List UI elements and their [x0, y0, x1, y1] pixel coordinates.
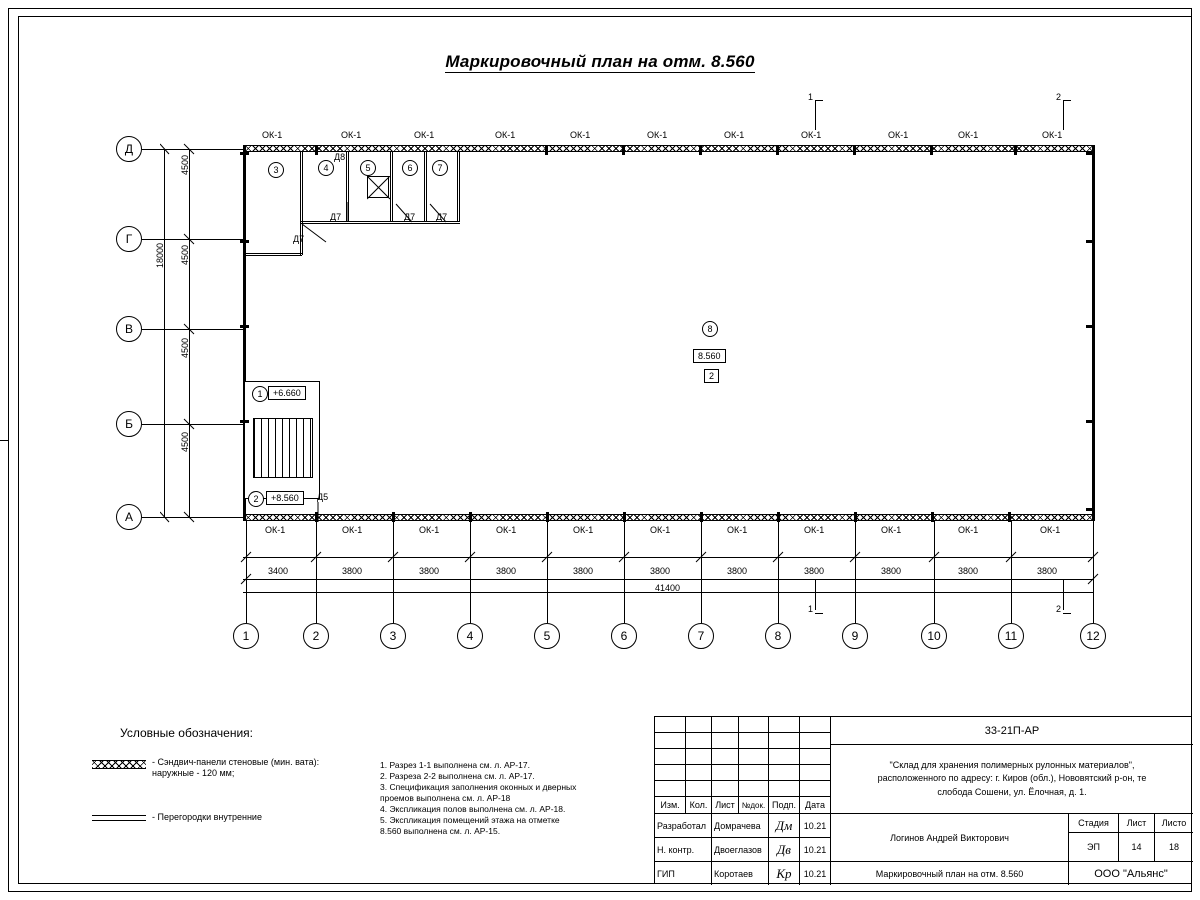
- revision-cell-r1c4: [739, 717, 769, 733]
- stamp-sheets-header: Листо: [1155, 814, 1193, 833]
- stamp-role-3: ГИП: [655, 862, 712, 885]
- dim-ticks-horizontal: [235, 550, 1105, 596]
- revision-cell-r4c4: [739, 765, 769, 781]
- stamp-sheets: 18: [1155, 833, 1193, 862]
- door-symbol-1: [300, 222, 340, 252]
- revision-cell-r3c4: [739, 749, 769, 765]
- stamp-drawing-name: Маркировочный план на отм. 8.560: [831, 862, 1069, 885]
- section-arrow-1-top: [815, 100, 823, 101]
- revision-cell-r4c3: [712, 765, 739, 781]
- note-5: 4. Экспликация полов выполнена см. л. АР-18.: [380, 804, 566, 815]
- revision-cell-r3c5: [769, 749, 800, 765]
- window-label-top-11: ОК-1: [1042, 130, 1063, 140]
- stamp-col-header-data: Дата: [800, 797, 831, 814]
- revision-cell-r4c2: [686, 765, 712, 781]
- dim-horizontal-8: 3800: [804, 566, 825, 576]
- column-top-4: [699, 146, 702, 155]
- window-label-bottom-2: ОК-1: [342, 525, 363, 535]
- partition-v5: [457, 152, 458, 222]
- room-marker-2: 2: [248, 491, 264, 507]
- dim-vertical-1: 4500: [180, 154, 190, 175]
- dim-horizontal-7: 3800: [727, 566, 748, 576]
- window-label-top-4: ОК-1: [495, 130, 516, 140]
- window-label-bottom-4: ОК-1: [496, 525, 517, 535]
- note-1: 1. Разрез 1-1 выполнена см. л. АР-17.: [380, 760, 530, 770]
- column-left-3: [240, 325, 249, 328]
- axis-label-3: 3: [380, 623, 406, 649]
- stamp-object-line1: "Склад для хранения полимерных рулонных материалов",: [889, 760, 1135, 771]
- revision-cell-r3c3: [712, 749, 739, 765]
- axis-label-d: Д: [116, 136, 142, 162]
- section-arrow-2-bottom: [1063, 613, 1071, 614]
- column-right-5: [1086, 508, 1095, 511]
- axis-label-10: 10: [921, 623, 947, 649]
- column-top-2: [545, 146, 548, 155]
- axis-label-a: А: [116, 504, 142, 530]
- door-label-d5: Д5: [317, 492, 329, 502]
- axis-label-11: 11: [998, 623, 1024, 649]
- axis-label-g: Г: [116, 226, 142, 252]
- axis-label-5: 5: [534, 623, 560, 649]
- window-label-top-6: ОК-1: [647, 130, 668, 140]
- column-top-8: [1014, 146, 1017, 155]
- door-label-d7-4: Д7: [436, 212, 448, 222]
- window-label-bottom-7: ОК-1: [727, 525, 748, 535]
- revision-cell-r2c5: [769, 733, 800, 749]
- room-marker-7: 7: [432, 160, 448, 176]
- stamp-sheet: 14: [1119, 833, 1155, 862]
- stamp-name-1: Домрачева: [712, 814, 769, 838]
- dim-vertical-2: 4500: [180, 244, 190, 265]
- stamp-author: Логинов Андрей Викторович: [831, 814, 1069, 862]
- section-line-1-top: [815, 100, 816, 130]
- window-label-top-10: ОК-1: [958, 130, 979, 140]
- elevation-8560: +8.560: [266, 491, 304, 505]
- stamp-date-2: 10.21: [800, 838, 831, 862]
- section-mark-2-top: 2: [1056, 92, 1062, 102]
- room-marker-1: 1: [252, 386, 268, 402]
- title-block: [654, 716, 1192, 884]
- stamp-col-header-ndok: №док.: [739, 797, 769, 814]
- revision-cell-r5c3: [712, 781, 739, 797]
- axis-label-b: Б: [116, 411, 142, 437]
- window-label-top-9: ОК-1: [888, 130, 909, 140]
- revision-cell-r5c1: [655, 781, 686, 797]
- dim-ticks-vertical: [160, 140, 200, 530]
- elevation-room8-floor: 2: [704, 369, 719, 383]
- dim-horizontal-4: 3800: [496, 566, 517, 576]
- dim-horizontal-2: 3800: [342, 566, 363, 576]
- elevation-room8: 8.560: [693, 349, 726, 363]
- revision-cell-r1c2: [686, 717, 712, 733]
- legend-item-1-line2: наружные - 120 мм;: [152, 768, 235, 778]
- revision-cell-r4c1: [655, 765, 686, 781]
- axis-label-9: 9: [842, 623, 868, 649]
- legend-line-sample-1: [92, 815, 146, 816]
- lift-shaft-cross-icon: [367, 176, 391, 200]
- window-label-bottom-6: ОК-1: [650, 525, 671, 535]
- stamp-role-1: Разработал: [655, 814, 712, 838]
- axis-label-8: 8: [765, 623, 791, 649]
- stamp-col-header-kol: Кол.: [686, 797, 712, 814]
- door-label-d7-1: Д7: [330, 212, 342, 222]
- note-3: 3. Спецификация заполнения оконных и дверных: [380, 782, 577, 793]
- window-label-top-7: ОК-1: [724, 130, 745, 140]
- partition-h2: [244, 253, 302, 254]
- stamp-company: ООО "Альянс": [1094, 867, 1168, 880]
- column-left-2: [240, 240, 249, 243]
- legend-line-sample-2: [92, 820, 146, 821]
- door-symbol-2: [346, 200, 376, 230]
- window-label-top-3: ОК-1: [414, 130, 435, 140]
- partition-v4: [424, 152, 425, 222]
- section-arrow-1-bottom: [815, 613, 823, 614]
- dim-vertical-3: 4500: [180, 337, 190, 358]
- stamp-sign-1: Дм: [769, 814, 800, 838]
- column-top-7: [930, 146, 933, 155]
- page-title: [0, 52, 1200, 72]
- page-title-text: Маркировочный план на отм. 8.560: [445, 52, 755, 71]
- revision-cell-r2c3: [712, 733, 739, 749]
- revision-cell-r2c4: [739, 733, 769, 749]
- stamp-date-1: 10.21: [800, 814, 831, 838]
- exterior-wall-top: [243, 145, 1095, 152]
- axis-label-7: 7: [688, 623, 714, 649]
- door-symbol-5: [312, 502, 332, 524]
- note-2: 2. Разреза 2-2 выполнена см. л. АР-17.: [380, 771, 535, 782]
- dim-horizontal-5: 3800: [573, 566, 594, 576]
- exterior-wall-bottom: [243, 514, 1095, 521]
- column-left-1: [240, 152, 249, 155]
- partition-v5b: [459, 152, 460, 222]
- column-top-1: [315, 146, 318, 155]
- revision-cell-r5c4: [739, 781, 769, 797]
- stamp-sheet-header: Лист: [1119, 814, 1155, 833]
- axis-label-4: 4: [457, 623, 483, 649]
- stamp-object-line2: расположенного по адресу: г. Киров (обл.), Нововятский р-он, те: [877, 773, 1147, 784]
- stamp-sign-3: Кр: [769, 862, 800, 885]
- room-marker-6: 6: [402, 160, 418, 176]
- window-label-bottom-9: ОК-1: [881, 525, 902, 535]
- legend-hatch-sample: [92, 760, 146, 769]
- section-mark-2-bottom: 2: [1056, 604, 1062, 614]
- window-label-top-2: ОК-1: [341, 130, 362, 140]
- stamp-name-2: Двоеглазов: [712, 838, 769, 862]
- column-right-1: [1086, 152, 1095, 155]
- stamp-object: [831, 745, 1193, 814]
- column-top-6: [853, 146, 856, 155]
- window-label-top-1: ОК-1: [262, 130, 283, 140]
- section-arrow-2-top: [1063, 100, 1071, 101]
- column-right-2: [1086, 240, 1095, 243]
- note-7: 8.560 выполнена см. л. АР-15.: [380, 826, 501, 837]
- axis-label-12: 12: [1080, 623, 1106, 649]
- legend-item-2-line1: - Перегородки внутренние: [152, 812, 262, 822]
- exterior-wall-right: [1092, 145, 1095, 521]
- partition-h2b: [244, 255, 302, 256]
- axis-label-1: 1: [233, 623, 259, 649]
- section-mark-1-bottom: 1: [808, 604, 814, 614]
- stamp-date-3: 10.21: [800, 862, 831, 885]
- revision-cell-r3c2: [686, 749, 712, 765]
- frame-tick-left-2: [0, 440, 8, 441]
- axis-label-6: 6: [611, 623, 637, 649]
- revision-cell-r1c6: [800, 717, 831, 733]
- room-marker-5: 5: [360, 160, 376, 176]
- window-label-bottom-1: ОК-1: [265, 525, 286, 535]
- dim-horizontal-6: 3800: [650, 566, 671, 576]
- dim-horizontal-total: 41400: [655, 583, 681, 593]
- revision-cell-r1c1: [655, 717, 686, 733]
- stamp-stage-header: Стадия: [1069, 814, 1119, 833]
- dim-horizontal-1: 3400: [268, 566, 289, 576]
- dim-horizontal-11: 3800: [1037, 566, 1058, 576]
- revision-cell-r1c5: [769, 717, 800, 733]
- stamp-col-header-izm: Изм.: [655, 797, 686, 814]
- elevation-6660: +6.660: [268, 386, 306, 400]
- dim-horizontal-10: 3800: [958, 566, 979, 576]
- note-4: проемов выполнена см. л. АР-18: [380, 793, 511, 804]
- dim-horizontal-3: 3800: [419, 566, 440, 576]
- room-marker-4: 4: [318, 160, 334, 176]
- revision-cell-r2c2: [686, 733, 712, 749]
- revision-cell-r3c1: [655, 749, 686, 765]
- legend-title: Условные обозначения:: [120, 726, 253, 740]
- stamp-role-2: Н. контр.: [655, 838, 712, 862]
- stamp-name-3: Коротаев: [712, 862, 769, 885]
- legend-item-1-line1: - Сэндвич-панели стеновые (мин. вата):: [152, 757, 320, 767]
- window-label-top-5: ОК-1: [570, 130, 591, 140]
- room-marker-8: 8: [702, 321, 718, 337]
- window-label-bottom-5: ОК-1: [573, 525, 594, 535]
- stamp-code: 33-21П-АР: [831, 717, 1193, 745]
- revision-cell-r5c6: [800, 781, 831, 797]
- revision-cell-r5c2: [686, 781, 712, 797]
- axis-label-v: В: [116, 316, 142, 342]
- column-top-3: [622, 146, 625, 155]
- door-label-d7-3: Д7: [404, 212, 416, 222]
- stamp-object-line3: слобода Сошени, ул. Ёлочная, д. 1.: [937, 786, 1087, 797]
- door-label-d8: Д8: [334, 152, 346, 162]
- revision-cell-r2c6: [800, 733, 831, 749]
- dim-vertical-total: 18000: [155, 242, 165, 268]
- window-label-top-8: ОК-1: [801, 130, 822, 140]
- revision-cell-r5c5: [769, 781, 800, 797]
- dim-horizontal-9: 3800: [881, 566, 902, 576]
- door-label-d7-2: Д7: [293, 234, 305, 244]
- window-label-bottom-8: ОК-1: [804, 525, 825, 535]
- revision-cell-r4c6: [800, 765, 831, 781]
- staircase-column: [240, 420, 249, 423]
- revision-cell-r1c3: [712, 717, 739, 733]
- window-label-bottom-10: ОК-1: [958, 525, 979, 535]
- column-top-5: [776, 146, 779, 155]
- window-label-bottom-3: ОК-1: [419, 525, 440, 535]
- section-mark-1-top: 1: [808, 92, 814, 102]
- stamp-col-header-podp: Подп.: [769, 797, 800, 814]
- window-label-bottom-11: ОК-1: [1040, 525, 1061, 535]
- dim-vertical-4: 4500: [180, 431, 190, 452]
- stamp-stage: ЭП: [1069, 833, 1119, 862]
- column-right-4: [1086, 420, 1095, 423]
- stamp-col-header-list: Лист: [712, 797, 739, 814]
- section-line-2-top: [1063, 100, 1064, 130]
- staircase-steps: [253, 418, 313, 478]
- column-right-3: [1086, 325, 1095, 328]
- note-6: 5. Экспликация помещений этажа на отметке: [380, 815, 560, 826]
- room-marker-3: 3: [268, 162, 284, 178]
- revision-cell-r4c5: [769, 765, 800, 781]
- axis-label-2: 2: [303, 623, 329, 649]
- revision-cell-r2c1: [655, 733, 686, 749]
- stamp-sign-2: Дв: [769, 838, 800, 862]
- revision-cell-r3c6: [800, 749, 831, 765]
